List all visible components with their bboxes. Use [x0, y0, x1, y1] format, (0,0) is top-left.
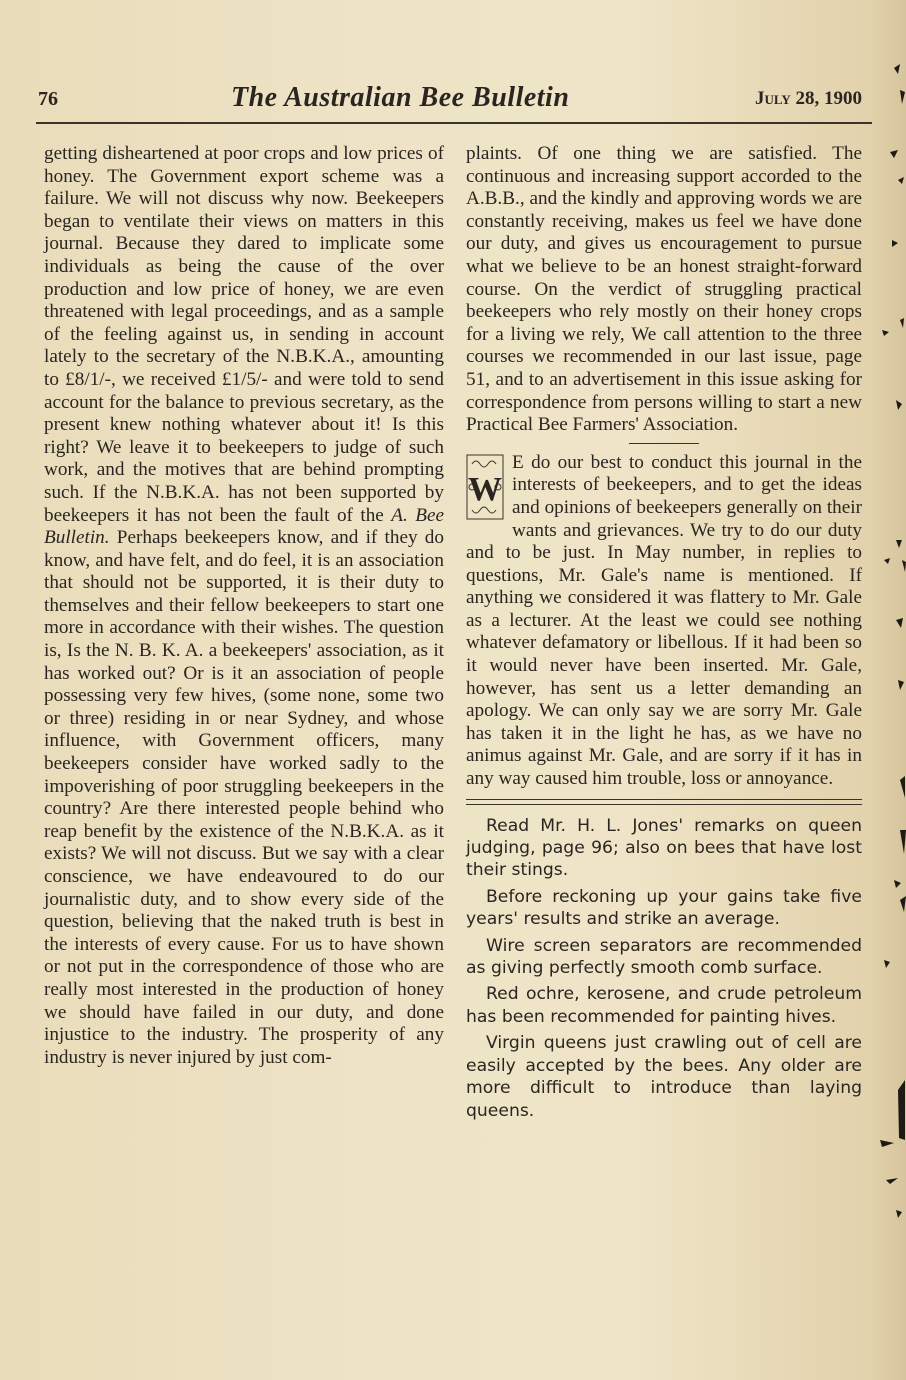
note-item: Before reckoning up your gains take five years' results and strike an average. [466, 886, 862, 930]
note-item: Read Mr. H. L. Jones' remarks on queen judging, page 96; also on bees that have lost their stings. [466, 815, 862, 881]
left-column [44, 143, 444, 1069]
continuation-paragraph: plaints. Of one thing we are satisfied. The continuous and increasing support accorded to the A.B.B., and the kindly and approving words we are constantly receiving, makes us feel we have done our duty, and gives us encouragement to pursue what we believe to be an honest straight-forward course. On the verdict of struggling practical beekeepers who rely mostly on their honey crops for a living we rely, We call attention to the three courses we recommended in our last issue, page 51, and to an advertisement in this issue asking for correspondence from persons willing to start a new Practical Bee Farmers' Association. [466, 143, 862, 436]
journal-title: The Australian Bee Bulletin [231, 82, 570, 113]
editorial-text-part2: Perhaps beekeepers know, and if they do know, and have felt, and do feel, it is an association that should not be supported, it is their duty to themselves and their fellow beekeepers to start one more in accordance with their wishes. The question is, Is the N. B. K. A. a beekeepers' association, as it has worked out? Or is it an association of people possessing very few hives, (some none, some two or three) residing in or near Sydney, and whose influence, with Government officers, many beekeepers consider have worked sadly to the impoverishing of poor struggling beekeepers in the country? Are there interested people behind who reap benefit by the existence of the N.B.K.A. as it exists? We will not discuss. But we say with a clear conscience, we have endeavoured to do our journalistic duty, and to show every side of the question, believing that the naked truth is best in the interests of every cause. For us to have shown or not put in the correspondence of those who are really most interested in the production of honey we should have failed in our duty, and done injustice to the industry. The prosperity of any industry is never injured by just com- [44, 527, 444, 1068]
apology-text: E do our best to conduct this journal in the interests of beekeepers, and to get the ideas and opinions of beekeepers generally on their wants and grievances. We try to do our duty and to be just. In May number, in replies to questions, Mr. Gale's name is mentioned. If anything we considered it was flattery to Mr. Gale as a lecturer. At the least we could see nothing whatever defamatory or libellous. If it had been so it would never have been inserted. Mr. Gale, however, has sent us a letter demanding an apology. We can only say we are sorry Mr. Gale has taken it in the light he has, as we have no animus against Mr. Gale, and are sorry if it has in any way caused him trouble, loss or annoyance. [466, 451, 862, 790]
torn-edge-marks [872, 60, 906, 1360]
issue-date: July 28, 1900 [754, 88, 862, 109]
right-column [466, 143, 862, 1126]
dropcap-letter: W [468, 470, 502, 508]
apology-paragraph [466, 452, 862, 791]
editorial-paragraph [44, 143, 444, 1069]
page-number: 76 [38, 88, 58, 110]
note-item: Virgin queens just crawling out of cell are easily accepted by the bees. Any older are more difficult to introduce than laying queens. [466, 1033, 862, 1121]
editorial-text-part1: getting disheartened at poor crops and low prices of honey. The Government export scheme was a failure. We will not discuss why now. Beekeepers began to ventilate their views on matters in this journal. Because they dared to implicate some individuals as being the cause of the over production and low price of honey, we are even threatened with legal proceedings, and as a sample of the feeling against us, in sending in account lately to the secretary of the N.B.K.A., amounting to £8/1/-, we received £1/5/- and were told to send account for the balance to previous secretary, as the present knew nothing whatever about it! Is this right? We leave it to beekeepers to judge of such work, and the motives that are behind prompting such. If the N.B.K.A. has not been supported by beekeepers it has not been the fault of the [44, 143, 444, 526]
ornate-dropcap-w [466, 454, 504, 520]
journal-name-italic: A. Bee Bulletin. [44, 504, 444, 549]
page-header [36, 84, 872, 120]
notes-list [466, 815, 862, 1122]
header-rule [36, 122, 872, 124]
note-item: Wire screen separators are recommended as giving perfectly smooth comb surface. [466, 935, 862, 979]
note-item: Red ochre, kerosene, and crude petroleum has been recommended for painting hives. [466, 984, 862, 1027]
notes-divider [466, 799, 862, 805]
section-divider [629, 443, 699, 444]
